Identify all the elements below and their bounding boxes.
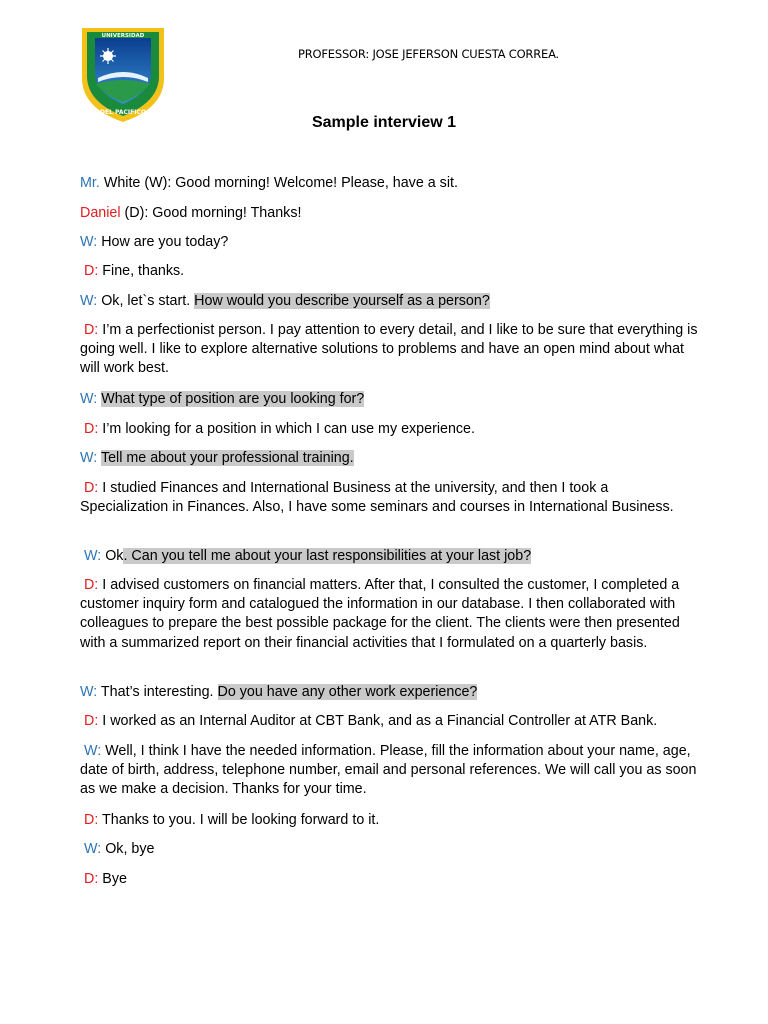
professor-header: PROFESSOR: JOSE JEFERSON CUESTA CORREA. xyxy=(298,47,559,61)
dialogue-line xyxy=(80,683,700,702)
speaker-label: D: xyxy=(84,263,99,279)
question-highlight: Tell me about your professional training. xyxy=(100,450,354,466)
svg-text:UNIVERSIDAD: UNIVERSIDAD xyxy=(101,33,145,39)
dialogue-text: I worked as an Internal Auditor at CBT Bank, and as a Financial Controller at ATR Bank. xyxy=(98,713,658,729)
dialogue-line xyxy=(80,811,704,830)
dialogue-line xyxy=(80,321,700,379)
speaker-label: D: xyxy=(84,871,99,887)
dialogue-line xyxy=(80,262,704,281)
speaker-label: D: xyxy=(83,577,99,593)
dialogue-text: I studied Finances and International Business at the university, and then I took a Specialization in Finances. Also, I have some seminars and courses in International Business. xyxy=(80,480,674,516)
speaker-label: W: xyxy=(84,841,102,857)
speaker-label: D: xyxy=(83,322,99,338)
svg-text:DEL PACIFICO: DEL PACIFICO xyxy=(100,109,146,116)
dialogue-text: Ok, let`s start. xyxy=(97,293,195,309)
dialogue-line xyxy=(80,547,704,566)
dialogue-line xyxy=(80,174,700,193)
dialogue-line xyxy=(80,712,704,731)
dialogue-line xyxy=(80,870,704,889)
question-highlight: What type of position are you looking for? xyxy=(101,391,365,407)
dialogue-text: I’m looking for a position in which I can use my experience. xyxy=(98,421,475,437)
speaker-label: Mr. xyxy=(80,175,100,191)
dialogue-line xyxy=(80,449,700,468)
question-highlight: . Can you tell me about your last responsibilities at your last job? xyxy=(123,548,532,564)
dialogue-line xyxy=(80,479,700,517)
speaker-label: W: xyxy=(84,548,102,564)
dialogue-line xyxy=(80,233,700,252)
dialogue-line xyxy=(80,742,700,800)
speaker-label: Daniel xyxy=(80,205,121,221)
dialogue-text: Ok, bye xyxy=(101,841,155,857)
dialogue-text: Well, I think I have the needed information. Please, fill the information about your name, age, date of birth, address, telephone number, email and personal references. We will call you as soon as we make a decision. Thanks for your time. xyxy=(80,743,697,798)
dialogue-line xyxy=(80,292,700,311)
speaker-label: D: xyxy=(83,480,99,496)
dialogue-text: Fine, thanks. xyxy=(98,263,185,279)
speaker-label: D: xyxy=(84,713,99,729)
speaker-label: W: xyxy=(80,450,98,466)
speaker-label: W: xyxy=(80,684,98,700)
speaker-label: W: xyxy=(83,743,102,759)
dialogue-text: I advised customers on financial matters. After that, I consulted the customer, I completed a customer inquiry form and catalogued the information in our database. I then collaborated with colleagues to prepare the best possible package for the client. The clients were then presented with a summarized report on their financial activities that I formulated on a quarterly basis. xyxy=(80,577,680,651)
question-highlight: How would you describe yourself as a person? xyxy=(194,293,490,309)
university-logo xyxy=(80,26,166,124)
dialogue-line xyxy=(80,420,704,439)
question-highlight: Do you have any other work experience? xyxy=(217,684,478,700)
dialogue-line xyxy=(80,840,704,859)
dialogue-text: How are you today? xyxy=(97,234,229,250)
speaker-label: W: xyxy=(80,293,98,309)
dialogue-text: White (W): Good morning! Welcome! Please, have a sit. xyxy=(99,175,458,191)
speaker-label: W: xyxy=(80,391,98,407)
dialogue-text: (D): Good morning! Thanks! xyxy=(120,205,302,221)
dialogue-line xyxy=(80,576,700,653)
speaker-label: D: xyxy=(84,421,99,437)
dialogue-line xyxy=(80,390,700,409)
speaker-label: W: xyxy=(80,234,98,250)
dialogue-text: Ok xyxy=(101,548,124,564)
dialogue-text: Bye xyxy=(98,871,127,887)
dialogue-text: That’s interesting. xyxy=(97,684,218,700)
dialogue-line xyxy=(80,204,700,223)
page-title: Sample interview 1 xyxy=(311,114,457,131)
speaker-label: D: xyxy=(84,812,99,828)
dialogue-text: Thanks to you. I will be looking forward to it. xyxy=(98,812,380,828)
dialogue-text: I’m a perfectionist person. I pay attention to every detail, and I like to be sure that everything is going well. I like to explore alternative solutions to problems and have an open mind about what will work best. xyxy=(80,322,698,377)
